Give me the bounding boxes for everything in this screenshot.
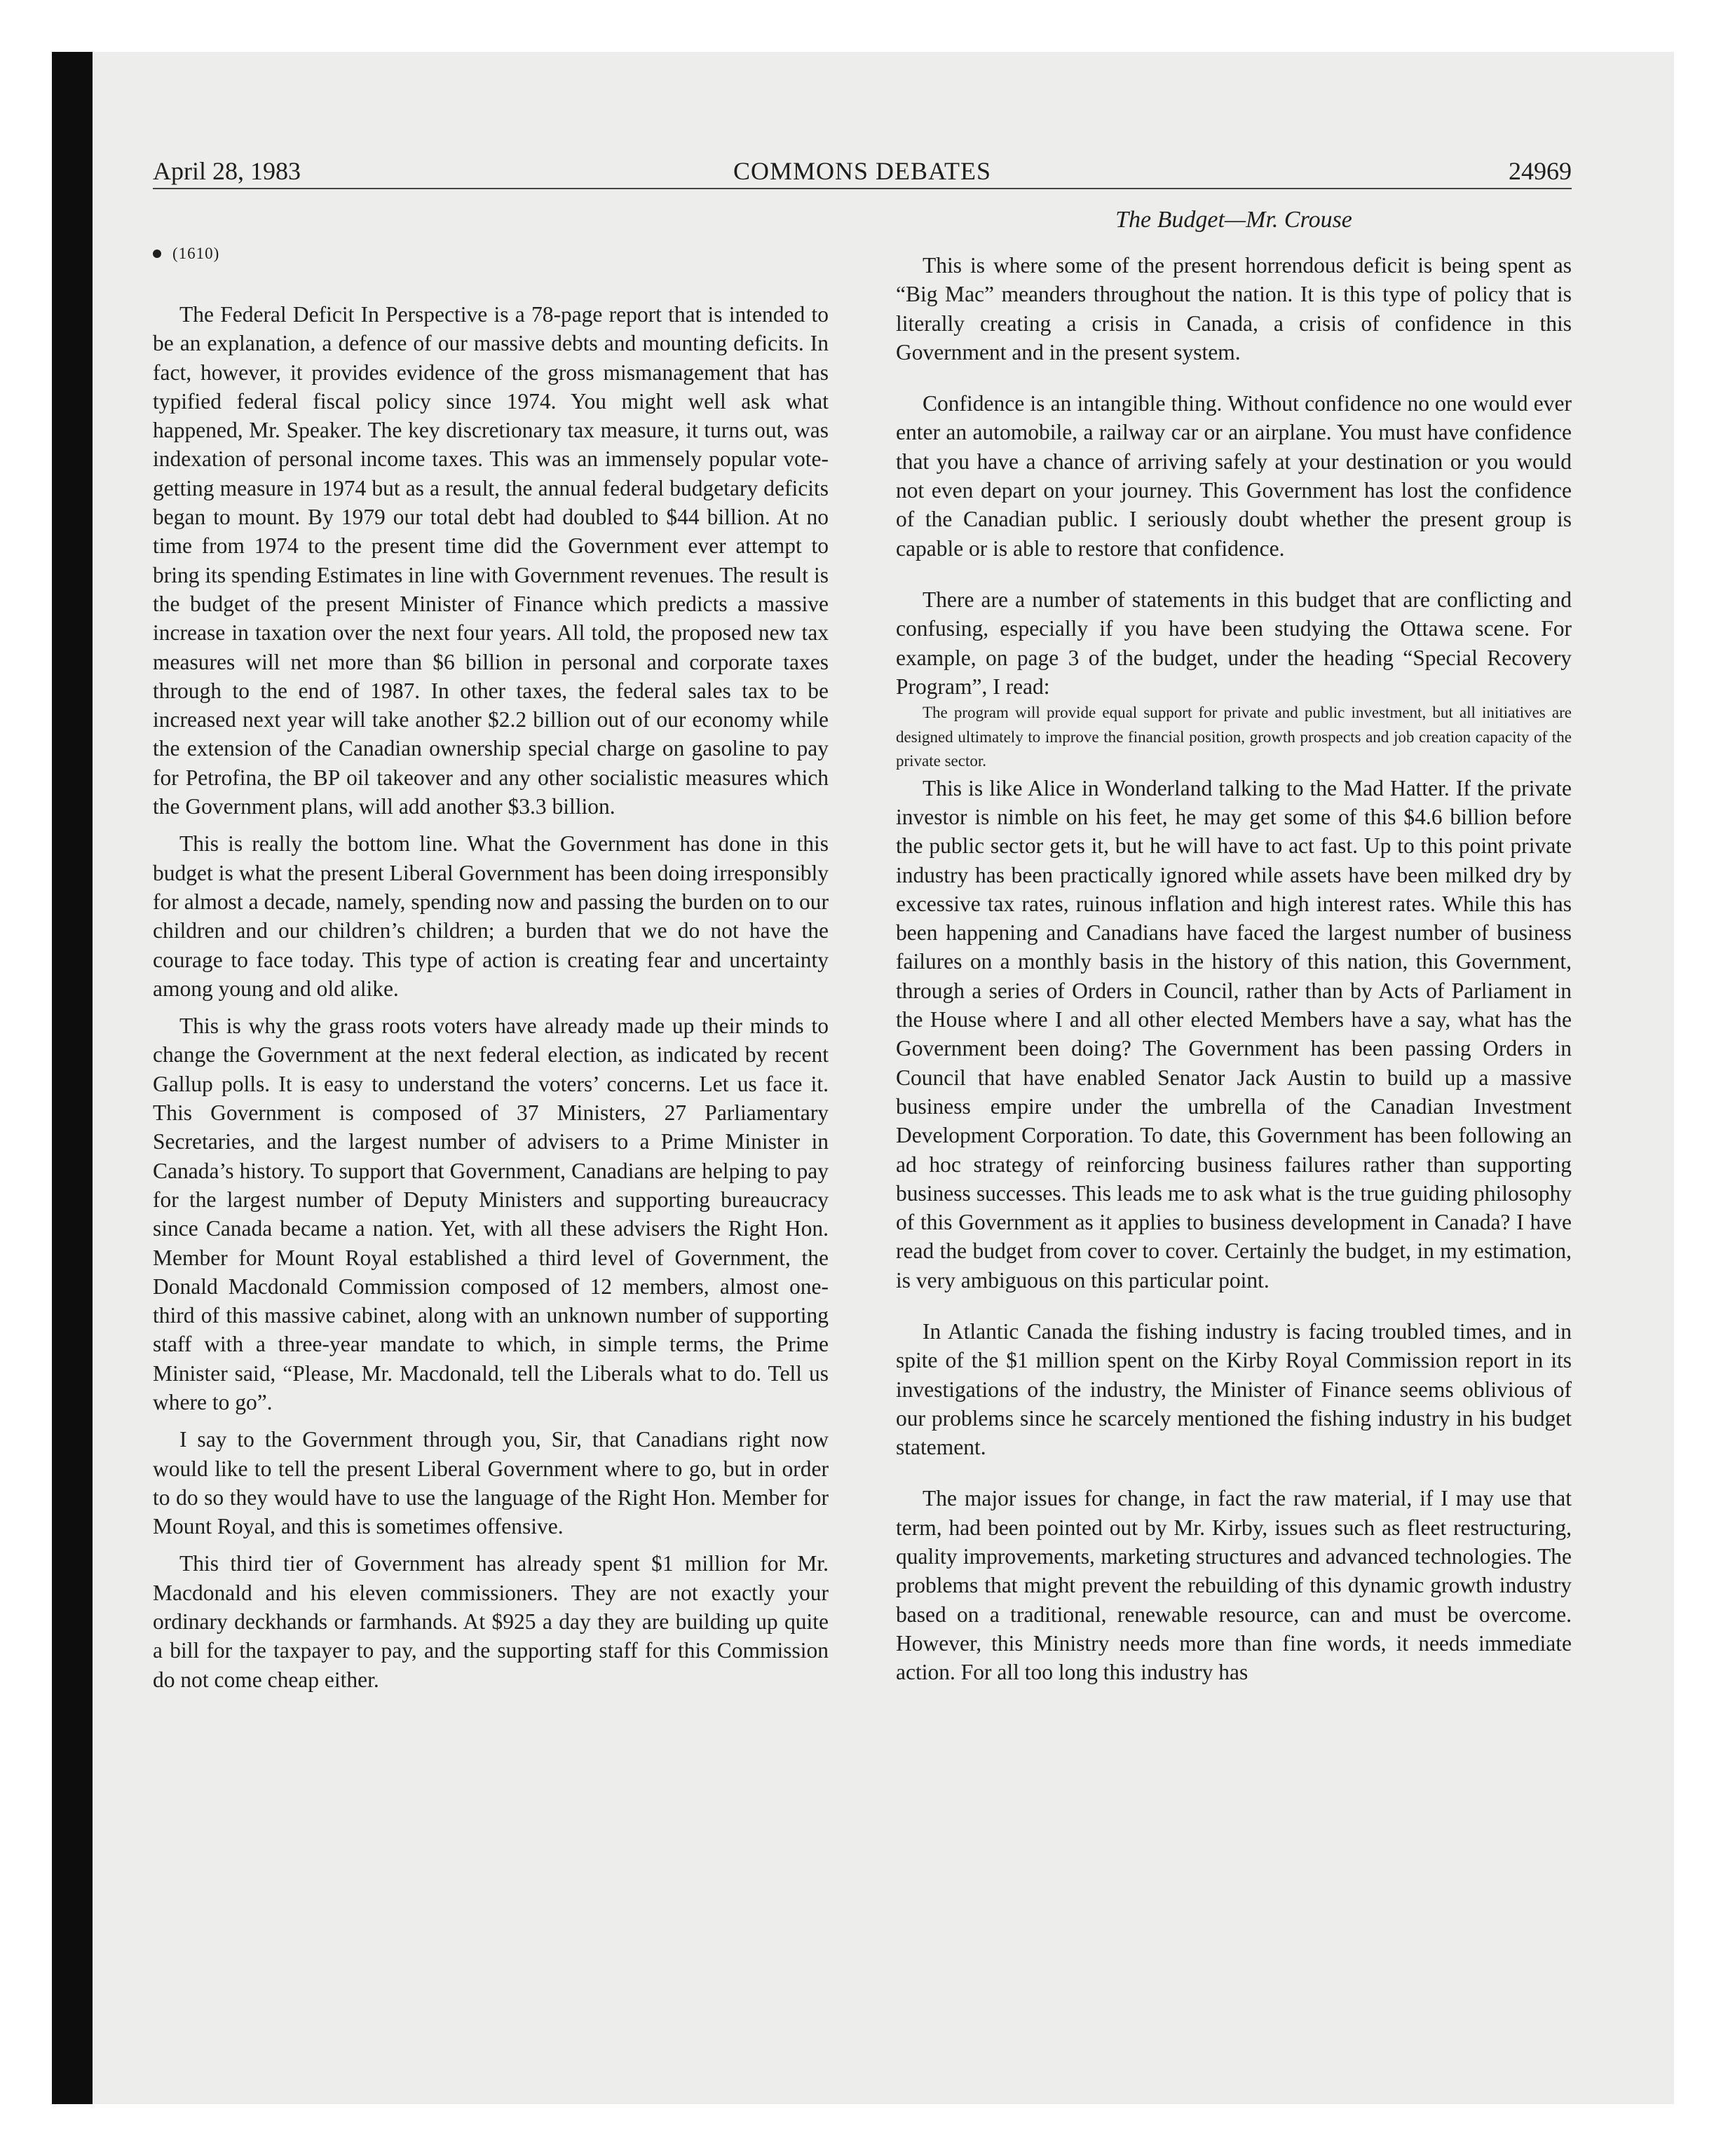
header-page-number: 24969	[1509, 157, 1572, 185]
bullet-icon	[153, 250, 161, 258]
paragraph: This is really the bottom line. What the Government has done in this budget is what the present Liberal Government has been doing irresponsibly for almost a decade, namely, spending now and passing the burden on to our children and our children’s children; a burden that we do not have the courage to face today. This type of action is creating fear and uncertainty among young and old alike.	[153, 831, 829, 1001]
right-column	[896, 251, 1572, 1687]
header-rule	[153, 188, 1572, 189]
header-title: COMMONS DEBATES	[733, 157, 992, 185]
paragraph: The Federal Deficit In Perspective is a 78-page report that is intended to be an explanation, a defence of our massive debts and mounting deficits. In fact, however, it provides evidence of the gross mismanagement that has typified federal fiscal policy since 1974. You might well ask what happened, Mr. Speaker. The key discretionary tax measure, it turns out, was indexation of personal income taxes. This was an immensely popular vote-getting measure in 1974 but as a result, the annual federal budgetary deficits began to mount. By 1979 our total debt had doubled to $44 billion. At no time from 1974 to the present time did the Government ever attempt to bring its spending Estimates in line with Government revenues. The result is the budget of the present Minister of Finance which predicts a massive increase in taxation over the next four years. All told, the proposed new tax measures will net more than $6 billion in personal and corporate taxes through to the end of 1987. In other taxes, the federal sales tax to be increased next year will take another $2.2 billion out of our economy while the extension of the Canadian ownership special charge on gasoline to pay for Petrofina, the BP oil takeover and any other socialistic measures which the Government plans, will add another $3.3 billion.	[153, 302, 829, 819]
paragraph: Confidence is an intangible thing. Without confidence no one would ever enter an automobile, a railway car or an airplane. You must have confidence that you have a chance of arriving safely at your destination or you would not even depart on your journey. This Government has lost the confidence of the Canadian public. I seriously doubt whether the present group is capable or is able to restore that confidence.	[896, 391, 1572, 561]
paragraph: I say to the Government through you, Sir, that Canadians right now would like to tell the present Liberal Government where to go, but in order to do so they would have to use the language of the Right Hon. Member for Mount Royal, and this is sometimes offensive.	[153, 1427, 829, 1539]
paragraph: This is like Alice in Wonderland talking to the Mad Hatter. If the private investor is nimble on his feet, he may get some of this $4.6 billion before the public sector gets it, but he will have to act fast. Up to this point private industry has been practically ignored while assets have been milked dry by excessive tax rates, ruinous inflation and high interest rates. While this has been happening and Canadians have faced the largest number of business failures on a monthly basis in the history of this nation, this Government, through a series of Orders in Council, rather than by Acts of Parliament in the House where I and all other elected Members have a say, what has the Government been doing? The Government has been passing Orders in Council that have enabled Senator Jack Austin to build up a massive business empire under the umbrella of the Canadian Investment Development Corporation. To date, this Government has been following an ad hoc strategy of reinforcing business failures rather than supporting business successes. This leads me to ask what is the true guiding philosophy of this Government as it applies to business development in Canada? I have read the budget from cover to cover. Certainly the budget, in my estimation, is very ambiguous on this particular point.	[896, 775, 1572, 1292]
left-column	[153, 300, 829, 1694]
block-quote: The program will provide equal support for private and public investment, but all initiatives are designed ultimately to improve the financial position, growth prospects and job creation capacity of the private sector.	[896, 704, 1572, 770]
paragraph: The major issues for change, in fact the raw material, if I may use that term, had been pointed out by Mr. Kirby, issues such as fleet restructuring, quality improvements, marketing structures and advanced technologies. The problems that might prevent the rebuilding of this dynamic growth industry based on a traditional, renewable resource, can and must be overcome. However, this Ministry needs more than fine words, it needs immediate action. For all too long this industry has	[896, 1486, 1572, 1685]
timestamp-text: (1610)	[172, 245, 220, 262]
paragraph: This third tier of Government has already spent $1 million for Mr. Macdonald and his eleven commissioners. They are not exactly your ordinary deckhands or farmhands. At $925 a day they are building up quite a bill for the taxpayer to pay, and the supporting staff for this Commission do not come cheap either.	[153, 1551, 829, 1692]
paragraph: In Atlantic Canada the fishing industry is facing troubled times, and in spite of the $1 million spent on the Kirby Royal Commission report in its investigations of the industry, the Minister of Finance seems oblivious of our problems since he scarcely mentioned the fishing industry in his budget statement.	[896, 1319, 1572, 1460]
paragraph: This is where some of the present horrendous deficit is being spent as “Big Mac” meanders throughout the nation. It is this type of policy that is literally creating a crisis in Canada, a crisis of confidence in this Government and in the present system.	[896, 253, 1572, 364]
page-header	[153, 156, 1572, 186]
paragraph: There are a number of statements in this budget that are conflicting and confusing, especially if you have been studying the Ottawa scene. For example, on page 3 of the budget, under the heading “Special Recovery Program”, I read:	[896, 587, 1572, 699]
running-head: The Budget—Mr. Crouse	[1115, 207, 1352, 233]
timestamp-marker	[153, 244, 219, 264]
paragraph: This is why the grass roots voters have already made up their minds to change the Government at the next federal election, as indicated by recent Gallup polls. It is easy to understand the voters’ concerns. Let us face it. This Government is composed of 37 Ministers, 27 Parliamentary Secretaries, and the largest number of advisers to a Prime Minister in Canada’s history. To support that Government, Canadians are helping to pay for the largest number of Deputy Ministers and supporting bureaucracy since Canada became a nation. Yet, with all these advisers the Right Hon. Member for Mount Royal established a third level of Government, the Donald Macdonald Commission composed of 12 members, almost one-third of this massive cabinet, along with an unknown number of supporting staff with a three-year mandate to which, in simple terms, the Prime Minister said, “Please, Mr. Macdonald, tell the Liberals what to do. Tell us where to go”.	[153, 1014, 829, 1414]
scan-edge-bar	[52, 52, 93, 2104]
header-date: April 28, 1983	[153, 157, 301, 185]
